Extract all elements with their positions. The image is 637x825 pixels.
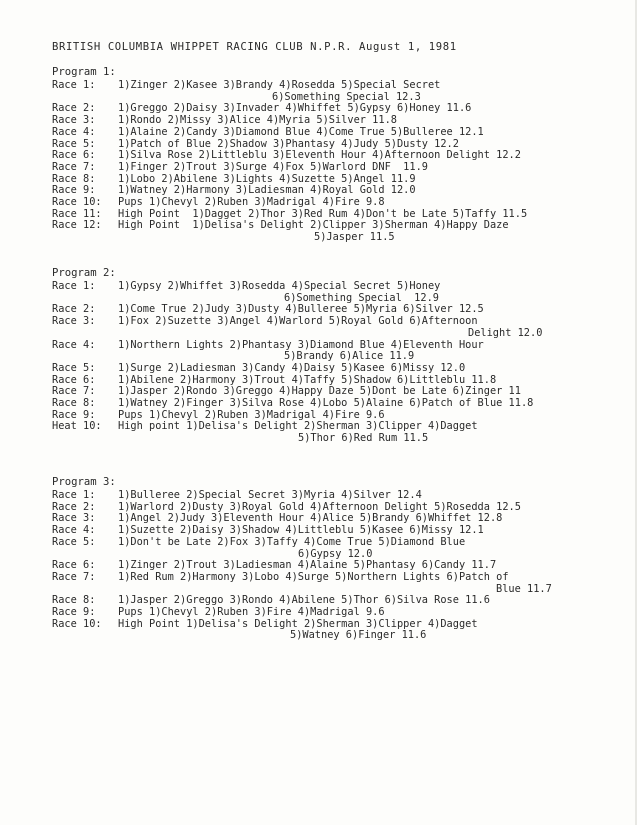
race-label: Race 9: [52,408,96,421]
race-result-line [52,139,459,150]
race-result-line [52,619,478,630]
race-finishers: 1)Bulleree 2)Special Secret 3)Myria 4)Silver 12.4 [118,489,422,501]
race-label: Race 3: [52,315,96,328]
race-finishers: 5)Brandy 6)Alice 11.9 [284,350,415,363]
race-result-line [52,490,422,501]
race-result-line [52,572,509,583]
race-finishers: 1)Lobo 2)Abilene 3)Lights 4)Suzette 5)Angel 11.9 [118,172,416,185]
race-finishers: 1)Angel 2)Judy 3)Eleventh Hour 4)Alice 5)Brandy 6)Whiffet 12.8 [118,512,503,525]
race-finishers: Pups 1)Chevyl 2)Ruben 3)Madrigal 4)Fire 9.6 [118,408,385,421]
race-finishers: Delight 12.0 [468,326,543,339]
race-label: Race 8: [52,397,96,409]
race-result-line [52,375,496,386]
race-result-line [52,174,416,185]
race-result-line [52,127,484,138]
race-result-line [52,421,478,432]
race-label: Race 8: [52,594,96,607]
race-label: Race 6: [52,559,96,572]
race-label: Race 1: [52,280,96,292]
race-finishers: High Point 1)Delisa's Delight 2)Clipper 3)Sherman 4)Happy Daze [118,219,509,232]
race-result-line [52,185,416,196]
race-label: Race 5: [52,535,96,548]
race-result-continuation [272,92,421,103]
race-finishers: 1)Don't be Late 2)Fox 3)Taffy 4)Come True 5)Diamond Blue [118,535,466,548]
race-finishers: Blue 11.7 [496,582,552,595]
race-result-line [52,316,478,327]
race-label: Race 2: [52,303,96,316]
race-result-line [52,595,490,606]
race-result-line [52,607,385,618]
race-finishers: High Point 1)Dagget 2)Thor 3)Red Rum 4)Don't be Late 5)Taffy 11.5 [118,207,528,220]
race-finishers: 5)Jasper 11.5 [314,231,395,244]
document-title: BRITISH COLUMBIA WHIPPET RACING CLUB N.P.R. August 1, 1981 [52,41,457,53]
race-result-continuation [290,630,426,641]
race-finishers: Pups 1)Chevyl 2)Ruben 3)Madrigal 4)Fire 9.8 [118,196,385,208]
race-result-continuation [298,549,372,560]
race-finishers: Pups 1)Chevyl 2)Ruben 3)Fire 4)Madrigal 9.6 [118,606,385,618]
race-label: Race 3: [52,512,96,525]
race-result-line [52,410,385,421]
race-finishers: 1)Warlord 2)Dusty 3)Royal Gold 4)Afternoon Delight 5)Rosedda 12.5 [118,500,521,513]
race-finishers: 1)Silva Rose 2)Littleblu 3)Eleventh Hour 4)Afternoon Delight 12.2 [118,149,521,162]
race-finishers: 6)Something Special 12.3 [272,90,421,103]
race-label: Race 8: [52,172,96,185]
race-result-line [52,340,484,351]
race-result-continuation [298,433,428,444]
race-result-line [52,502,521,513]
race-result-line [52,386,521,397]
race-finishers: 1)Alaine 2)Candy 3)Diamond Blue 4)Come True 5)Bulleree 12.1 [118,125,484,138]
race-finishers: High Point 1)Delisa's Delight 2)Sherman 3)Clipper 4)Dagget [118,617,478,630]
race-label: Race 5: [52,361,96,374]
race-finishers: 1)Watney 2)Harmony 3)Ladiesman 4)Royal Gold 12.0 [118,184,416,197]
race-label: Race 5: [52,137,96,150]
race-label: Race 1: [52,79,96,91]
race-label: Race 11: [52,207,102,220]
race-result-line [52,537,465,548]
race-label: Race 12: [52,219,102,232]
race-result-continuation [468,328,542,339]
race-label: Race 7: [52,160,96,173]
race-finishers: 1)Gypsy 2)Whiffet 3)Rosedda 4)Special Secret 5)Honey [118,280,441,292]
race-finishers: 1)Come True 2)Judy 3)Dusty 4)Bulleree 5)Myria 6)Silver 12.5 [118,303,484,316]
race-label: Race 10: [52,196,102,208]
race-finishers: 6)Gypsy 12.0 [298,547,373,560]
race-label: Race 2: [52,500,96,513]
race-label: Race 9: [52,184,96,197]
race-result-line [52,80,440,91]
race-label: Heat 10: [52,420,102,433]
race-finishers: 1)Jasper 2)Rondo 3)Greggo 4)Happy Daze 5)Dont be Late 6)Zinger 11 [118,385,521,398]
race-result-line [52,150,521,161]
race-finishers: 1)Greggo 2)Daisy 3)Invader 4)Whiffet 5)Gypsy 6)Honey 11.6 [118,102,472,115]
race-finishers: 1)Surge 2)Ladiesman 3)Candy 4)Daisy 5)Kasee 6)Missy 12.0 [118,361,466,374]
race-finishers: 1)Suzette 2)Daisy 3)Shadow 4)Littleblu 5)Kasee 6)Missy 12.1 [118,524,484,537]
race-result-continuation [496,584,552,595]
race-label: Race 9: [52,606,96,618]
race-result-line [52,220,509,231]
race-result-line [52,209,527,220]
race-result-line [52,162,428,173]
race-finishers: 1)Watney 2)Finger 3)Silva Rose 4)Lobo 5)Alaine 6)Patch of Blue 11.8 [118,397,534,409]
race-finishers: 5)Thor 6)Red Rum 11.5 [298,432,429,445]
program-heading: Program 2: [52,267,116,279]
race-finishers: 1)Fox 2)Suzette 3)Angel 4)Warlord 5)Royal Gold 6)Afternoon [118,315,478,328]
race-label: Race 10: [52,617,102,630]
race-label: Race 4: [52,338,96,351]
race-label: Race 7: [52,385,96,398]
race-label: Race 6: [52,373,96,386]
race-finishers: 6)Something Special 12.9 [284,291,439,304]
race-finishers: 5)Watney 6)Finger 11.6 [290,629,427,642]
race-label: Race 1: [52,489,96,501]
race-label: Race 3: [52,114,96,127]
race-finishers: 1)Northern Lights 2)Phantasy 3)Diamond Blue 4)Eleventh Hour [118,338,484,351]
race-result-continuation [284,351,414,362]
race-label: Race 7: [52,570,96,583]
race-finishers: High point 1)Delisa's Delight 2)Sherman 3)Clipper 4)Dagget [118,420,478,433]
race-finishers: 1)Finger 2)Trout 3)Surge 4)Fox 5)Warlord DNF 11.9 [118,160,428,173]
race-label: Race 2: [52,102,96,115]
race-label: Race 4: [52,524,96,537]
race-result-line [52,398,533,409]
race-result-line [52,103,471,114]
race-finishers: 1)Red Rum 2)Harmony 3)Lobo 4)Surge 5)Northern Lights 6)Patch of [118,570,509,583]
race-finishers: 1)Jasper 2)Greggo 3)Rondo 4)Abilene 5)Thor 6)Silva Rose 11.6 [118,594,490,607]
race-finishers: 1)Zinger 2)Trout 3)Ladiesman 4)Alaine 5)Phantasy 6)Candy 11.7 [118,559,497,572]
race-result-continuation [314,232,395,243]
race-result-line [52,197,385,208]
race-label: Race 4: [52,125,96,138]
race-result-line [52,304,484,315]
race-label: Race 6: [52,149,96,162]
race-result-line [52,525,484,536]
race-result-line [52,363,465,374]
race-finishers: 1)Abilene 2)Harmony 3)Trout 4)Taffy 5)Shadow 6)Littleblu 11.8 [118,373,497,386]
race-finishers: 1)Patch of Blue 2)Shadow 3)Phantasy 4)Judy 5)Dusty 12.2 [118,137,459,150]
program-heading: Program 1: [52,66,116,78]
race-result-line [52,115,397,126]
race-finishers: 1)Rondo 2)Missy 3)Alice 4)Myria 5)Silver 11.8 [118,114,397,127]
race-finishers: 1)Zinger 2)Kasee 3)Brandy 4)Rosedda 5)Special Secret [118,79,441,91]
race-result-line [52,560,496,571]
race-result-continuation [284,293,439,304]
program-heading: Program 3: [52,476,116,488]
race-result-line [52,281,440,292]
race-result-line [52,513,502,524]
